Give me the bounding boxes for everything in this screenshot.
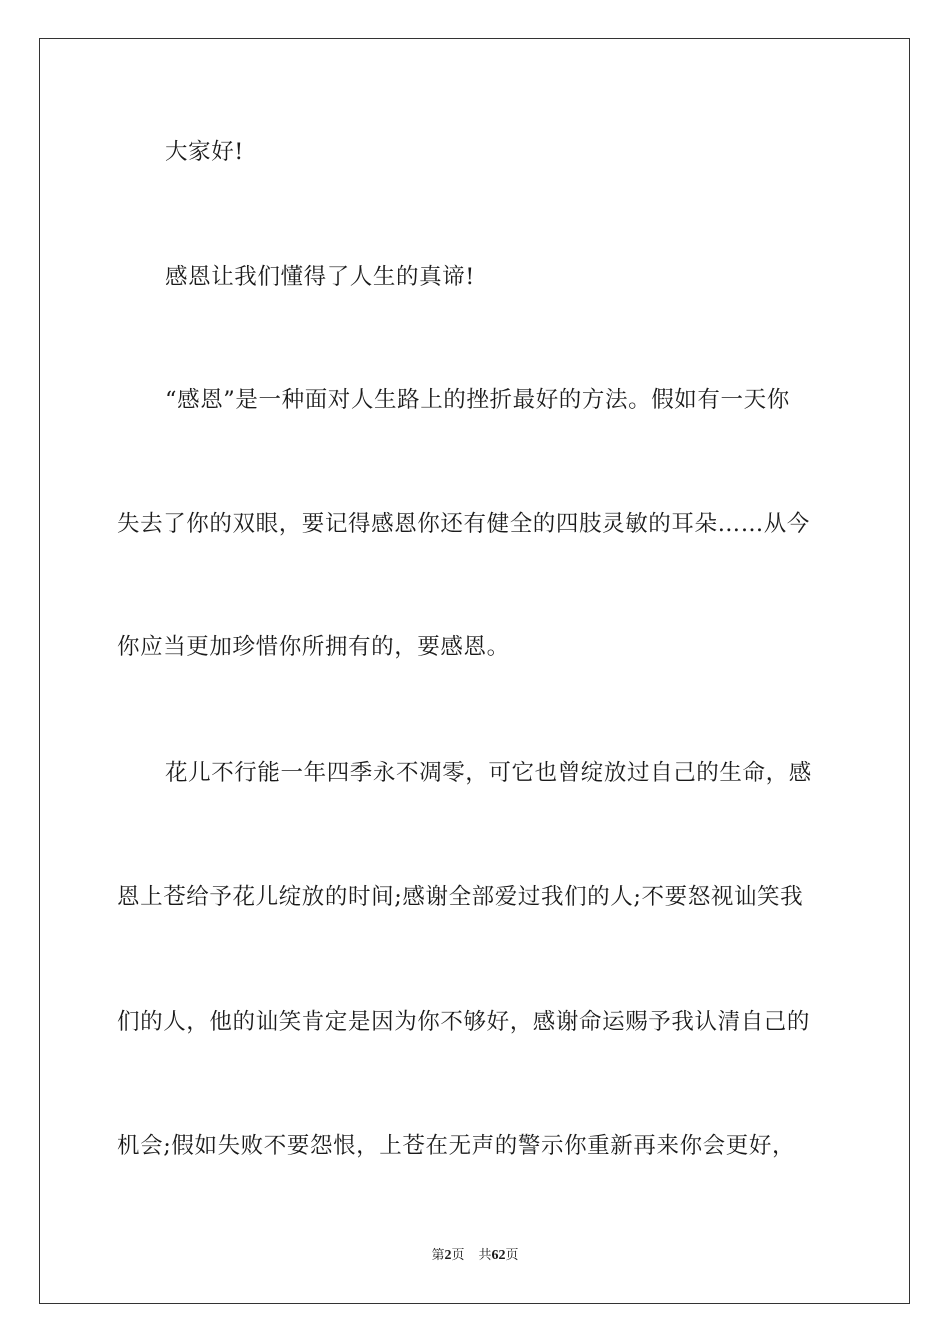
page-number: 2 <box>444 1248 452 1263</box>
page-footer <box>0 1247 950 1265</box>
paragraph-greeting: 大家好! <box>165 139 244 165</box>
page-border <box>39 38 910 1304</box>
total-suffix: 页 <box>505 1248 519 1263</box>
paragraph-line: 你应当更加珍惜你所拥有的，要感恩。 <box>117 634 510 660</box>
paragraph-line: 感恩让我们懂得了人生的真谛! <box>165 264 475 290</box>
paragraph-line: 机会;假如失败不要怨恨，上苍在无声的警示你重新再来你会更好， <box>117 1133 796 1159</box>
paragraph-line: 们的人，他的讪笑肯定是因为你不够好，感谢命运赐予我认清自己的 <box>117 1009 811 1035</box>
page-suffix: 页 <box>451 1248 465 1263</box>
paragraph-line: “感恩”是一种面对人生路上的挫折最好的方法。假如有一天你 <box>165 387 790 413</box>
total-pages: 62 <box>491 1248 506 1263</box>
paragraph-line: 花儿不行能一年四季永不凋零，可它也曾绽放过自己的生命，感 <box>165 760 812 786</box>
paragraph-line: 恩上苍给予花儿绽放的时间;感谢全部爱过我们的人;不要怒视讪笑我 <box>117 884 804 910</box>
page-prefix: 第 <box>431 1248 445 1263</box>
total-prefix: 共 <box>478 1248 492 1263</box>
paragraph-line: 失去了你的双眼，要记得感恩你还有健全的四肢灵敏的耳朵……从今 <box>117 511 811 537</box>
